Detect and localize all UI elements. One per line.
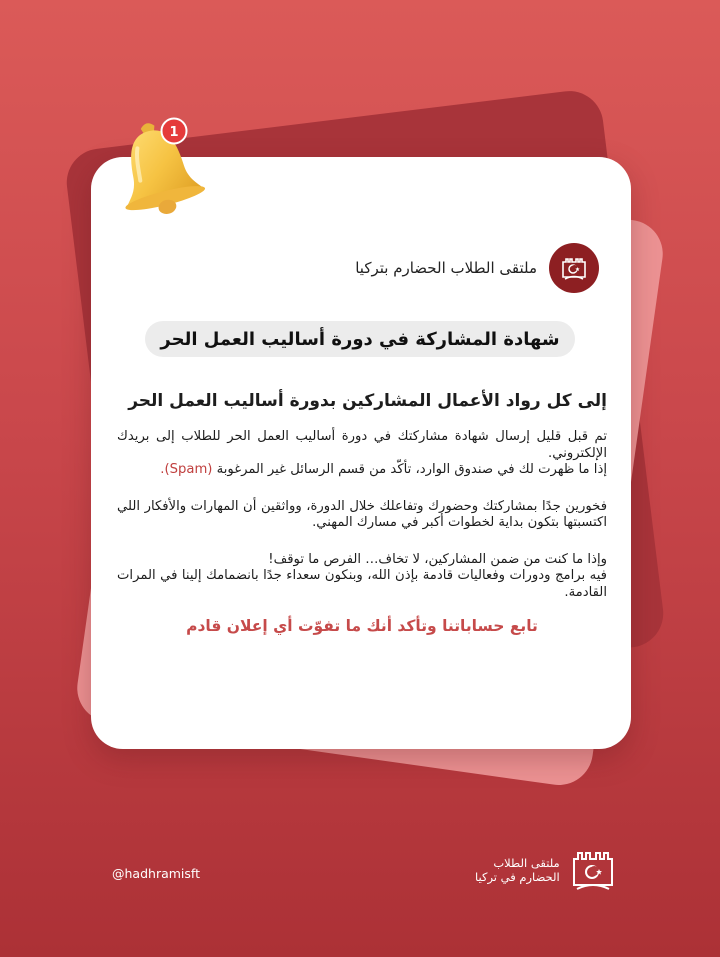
organization-name: ملتقى الطلاب الحضارم بتركيا (355, 259, 537, 277)
footer-org-name-line2: الحضارم في تركيا (475, 870, 560, 884)
inbox-text: إذا ما ظهرت لك في صندوق الوارد، تأكّد من قسم الرسائل غير المرغوبة (216, 462, 607, 477)
footer-brand (475, 845, 618, 895)
notification-badge (160, 117, 188, 145)
announcement-card (91, 157, 631, 749)
paragraph-future-line1: وإذا ما كنت من ضمن المشاركين، لا تخاف… الفرص ما توقف! (268, 551, 607, 567)
org-logo-icon (549, 243, 599, 293)
paragraph-proud: فخورين جدًا بمشاركتك وحضورك وتفاعلك خلال الدورة، وواثقين أن المهارات والأفكار اللي اكتسبتها بتكون بداية لخطوات أكبر في مسارك المهني. (117, 498, 607, 530)
spam-label: (Spam). (160, 462, 213, 477)
social-handle: @hadhramisft (112, 866, 200, 881)
notification-count: 1 (169, 125, 179, 140)
page-title-text: شهادة المشاركة في دورة أساليب العمل الحر (160, 328, 560, 350)
announcement-body (117, 389, 607, 635)
footer-logo-icon (568, 845, 618, 895)
announcement-heading: إلى كل رواد الأعمال المشاركين بدورة أساليب العمل الحر (128, 391, 607, 411)
call-to-action: تابع حساباتنا وتأكد أنك ما تفوّت أي إعلان قادم (186, 617, 538, 635)
footer-org-name (475, 856, 560, 884)
paragraph-future-line2: فيه برامج ودورات وفعاليات قادمة بإذن الله، وبنكون سعداء جدًا بانضمامك إلينا في المرات القادمة. (117, 568, 607, 600)
footer-org-name-line1: ملتقى الطلاب (493, 856, 560, 870)
paragraph-future (117, 552, 607, 602)
paragraph-inbox (117, 462, 607, 479)
paragraph-certificate (117, 429, 607, 479)
paragraph-sent: تم قبل قليل إرسال شهادة مشاركتك في دورة أساليب العمل الحر للطلاب إلى بريدك الإلكتروني. (117, 429, 607, 461)
page-title (145, 321, 575, 357)
organization-header (355, 243, 599, 293)
bell-icon (103, 114, 213, 224)
